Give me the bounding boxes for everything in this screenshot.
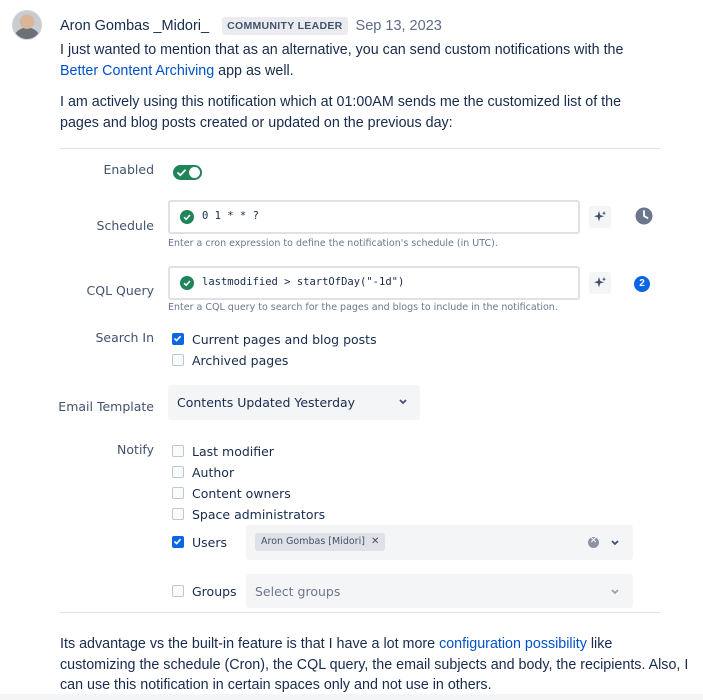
cql-result-count-badge[interactable]: 2 — [634, 276, 650, 292]
paragraph-text: I just wanted to mention that as an alternative, you can send custom notifications with the — [60, 42, 624, 58]
avatar[interactable] — [12, 10, 42, 40]
email-template-label: Email Template — [58, 399, 154, 414]
content-owners-label[interactable]: Content owners — [192, 486, 291, 501]
groups-checkbox[interactable] — [172, 585, 184, 597]
community-leader-badge: COMMUNITY LEADER — [222, 17, 347, 35]
current-pages-label[interactable]: Current pages and blog posts — [192, 332, 377, 347]
sparkle-icon — [593, 276, 607, 290]
valid-check-icon — [180, 210, 194, 224]
configuration-possibility-link[interactable]: configuration possibility — [439, 636, 587, 652]
paragraph-text: Its advantage vs the built-in feature is that I have a lot more — [60, 636, 440, 652]
clear-icon[interactable]: ✕ — [588, 537, 599, 548]
paragraph-usage: I am actively using this notification which at 01:00AM sends me the customized list of the pages and blog posts created or updated on the previous day: — [60, 94, 622, 131]
archived-pages-label[interactable]: Archived pages — [192, 353, 289, 368]
email-template-value: Contents Updated Yesterday — [177, 395, 356, 410]
cql-sparkle-button[interactable] — [589, 272, 611, 294]
archived-pages-checkbox[interactable] — [172, 354, 184, 366]
enabled-label: Enabled — [103, 162, 154, 177]
paragraph-text: like customizing the schedule (Cron), the CQL query, the email subjects and body, the recipients. Also, I can use this notification in certain spaces only and not use in others. — [60, 636, 689, 694]
post-date: Sep 13, 2023 — [355, 18, 442, 34]
content-owners-checkbox[interactable] — [172, 487, 184, 499]
better-content-archiving-link[interactable]: Better Content Archiving — [60, 62, 215, 79]
post-header — [60, 16, 442, 36]
users-checkbox[interactable] — [172, 536, 184, 548]
space-administrators-checkbox[interactable] — [172, 508, 184, 520]
check-icon — [173, 334, 182, 343]
cql-query-label: CQL Query — [86, 283, 154, 298]
paragraph-text: app as well. — [214, 62, 294, 79]
check-icon — [176, 166, 187, 179]
author-name[interactable]: Aron Gombas _Midori_ — [60, 18, 210, 34]
schedule-input[interactable] — [168, 200, 580, 234]
schedule-helper: Enter a cron expression to define the notification's schedule (in UTC). — [168, 238, 498, 249]
email-template-select[interactable] — [168, 385, 420, 420]
divider — [60, 612, 660, 613]
last-modifier-checkbox[interactable] — [172, 445, 184, 457]
paragraph-advantages — [60, 634, 690, 696]
cql-query-helper: Enter a CQL query to search for the pages and blogs to include in the notification. — [168, 302, 558, 313]
bottom-bar — [0, 694, 703, 700]
schedule-value: 0 1 * * ? — [202, 210, 259, 222]
enabled-toggle[interactable] — [173, 165, 202, 180]
check-icon — [173, 537, 182, 546]
toggle-knob — [189, 167, 200, 178]
schedule-sparkle-button[interactable] — [589, 206, 611, 228]
groups-label[interactable]: Groups — [192, 584, 237, 599]
space-administrators-label[interactable]: Space administrators — [192, 507, 326, 522]
groups-placeholder: Select groups — [255, 584, 341, 599]
cql-query-value: lastmodified > startOfDay("-1d") — [202, 276, 405, 288]
valid-check-icon — [180, 276, 194, 290]
chevron-down-icon — [610, 588, 620, 596]
current-pages-checkbox[interactable] — [172, 333, 184, 345]
sparkle-icon — [593, 210, 607, 224]
users-label[interactable]: Users — [192, 535, 228, 550]
chevron-down-icon[interactable] — [610, 539, 620, 547]
divider — [60, 148, 660, 149]
remove-icon[interactable]: ✕ — [370, 536, 380, 547]
clock-icon[interactable] — [635, 207, 653, 225]
paragraph-intro — [60, 40, 680, 81]
notify-label: Notify — [117, 442, 154, 457]
cql-query-input[interactable] — [168, 266, 580, 300]
groups-select[interactable] — [246, 574, 633, 608]
selected-user-chip[interactable] — [255, 533, 385, 551]
users-select[interactable] — [246, 525, 633, 560]
search-in-label: Search In — [95, 330, 154, 345]
selected-user-name: Aron Gombas [Midori] — [261, 536, 365, 547]
author-label[interactable]: Author — [192, 465, 235, 480]
last-modifier-label[interactable]: Last modifier — [192, 444, 274, 459]
author-checkbox[interactable] — [172, 466, 184, 478]
chevron-down-icon — [398, 398, 408, 406]
schedule-label: Schedule — [96, 218, 154, 233]
